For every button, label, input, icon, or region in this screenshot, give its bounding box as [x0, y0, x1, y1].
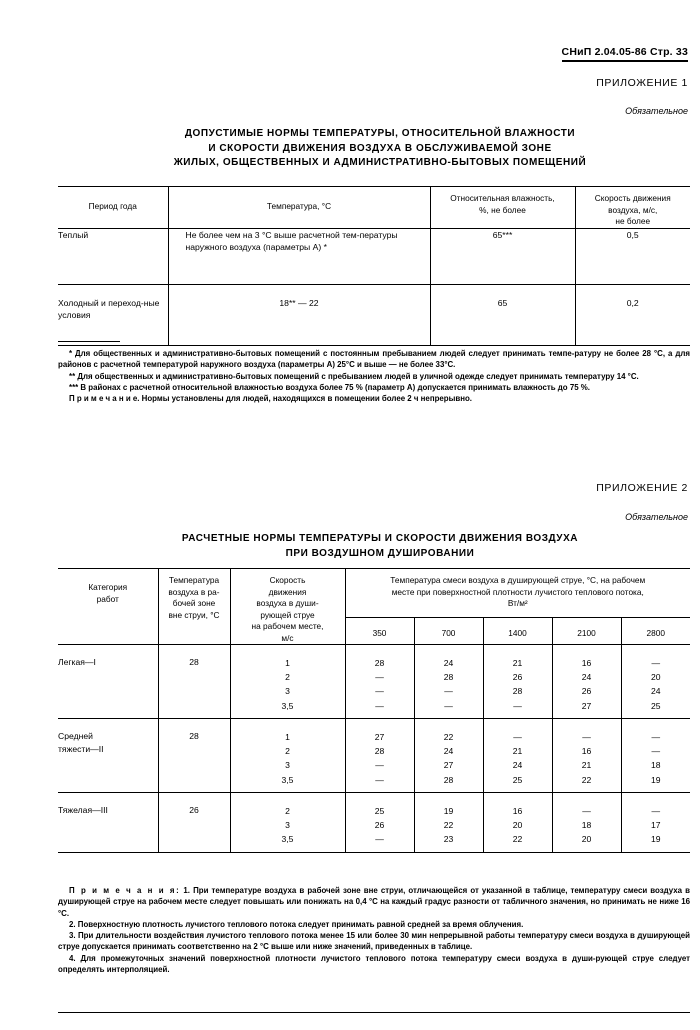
- header-cell-velocity: [575, 187, 690, 229]
- row-1-values-1400: [483, 719, 552, 793]
- row-1-1400-0: —: [513, 732, 522, 742]
- header-span-line-3: Вт/м²: [507, 598, 528, 608]
- row-0-2800-3: 25: [650, 700, 661, 711]
- row-2-350-1: 26: [374, 820, 385, 831]
- row-1-2100-3: 22: [581, 774, 592, 785]
- row-1-values-700: [414, 719, 483, 793]
- header-span-line-2: месте при поверхностной плотности лучистого теплового потока,: [391, 586, 644, 597]
- row-0-2100-0: 16: [581, 658, 592, 668]
- row-0-350-2: —: [375, 686, 384, 697]
- row-0-350-0: 28: [374, 658, 385, 668]
- row-1-1400-1: 21: [512, 746, 523, 757]
- row-2-1400-2: 22: [512, 834, 523, 845]
- row-1-velocity-3: 3,5: [281, 774, 294, 785]
- footnote-general-note: П р и м е ч а н и е. Нормы установлены для людей, находящихся в помещении более 2 ч непрерывно.: [69, 394, 472, 404]
- row-1-velocity-2: 3: [285, 760, 290, 771]
- footnote-asterisk-2: ** Для общественных и административно-бытовых помещений с пребыванием людей в уличной одежде следует принимать температуру 14 °С.: [69, 371, 639, 381]
- footnote-divider-rule: [58, 341, 120, 342]
- row-0-category: [58, 645, 158, 719]
- row-2-2800-1: 17: [650, 820, 661, 831]
- table-row: [58, 284, 690, 345]
- row-2-700-1: 22: [443, 820, 454, 831]
- table-row: [58, 793, 690, 853]
- header-velocity-line-6: м/с: [281, 632, 294, 643]
- header-flux-1400: 1400: [483, 618, 552, 645]
- row-1-700-1: 24: [443, 746, 454, 757]
- row-0-category-line-1: Легкая—I: [58, 657, 96, 667]
- header-velocity-line-2: движения: [268, 586, 307, 597]
- row-0-2100-2: 26: [581, 686, 592, 697]
- row-0-velocity-1: 2: [285, 672, 290, 683]
- row-1-700-0: 22: [443, 732, 454, 742]
- appendix-1-label: ПРИЛОЖЕНИЕ 1: [596, 77, 688, 89]
- row-0-700-0: 24: [443, 658, 454, 668]
- row-0-2800-2: 24: [650, 686, 661, 697]
- row-1-category-line-2: тяжести—II: [58, 743, 104, 754]
- header-velocity-line-2: воздуха, м/с,: [608, 204, 658, 215]
- row-1-2800-0: —: [651, 732, 661, 742]
- row-0-1400-0: 21: [512, 658, 523, 668]
- row-0-zone-temp: 28: [158, 645, 230, 719]
- table-row: [58, 719, 690, 793]
- row-1-velocities: [230, 719, 345, 793]
- row-2-values-1400: [483, 793, 552, 853]
- appendix-2-title-line-1: РАСЧЕТНЫЕ НОРМЫ ТЕМПЕРАТУРЫ И СКОРОСТИ ДВИЖЕНИЯ ВОЗДУХА: [181, 533, 579, 544]
- row-1-velocity: 0,2: [575, 284, 690, 345]
- row-2-velocities: [230, 793, 345, 853]
- row-1-humidity: 65: [430, 284, 575, 345]
- row-0-values-2800: [621, 645, 690, 719]
- header-flux-350: 350: [345, 618, 414, 645]
- row-1-2800-3: 19: [650, 774, 661, 785]
- row-2-350-0: 25: [374, 806, 385, 816]
- row-1-700-2: 27: [443, 760, 454, 771]
- header-velocity-line-4: рующей струе: [260, 609, 315, 620]
- row-2-700-0: 19: [443, 806, 454, 816]
- appendix-2-obligatory-note: Обязательное: [625, 512, 688, 522]
- header-category-line-1: Категория: [88, 582, 128, 592]
- row-1-category-line-1: Средней: [58, 731, 93, 741]
- row-2-1400-1: 20: [512, 820, 523, 831]
- row-1-category: [58, 719, 158, 793]
- row-0-2100-3: 27: [581, 700, 592, 711]
- header-humidity-line-1: Относительная влажность,: [450, 193, 555, 203]
- header-zone-temp-line-2: воздуха в ра-: [168, 586, 220, 597]
- row-2-velocity-1: 3: [285, 820, 290, 831]
- notes-label: П р и м е ч а н и я:: [69, 886, 181, 895]
- row-2-zone-temp: 26: [158, 793, 230, 853]
- row-0-2800-0: —: [651, 658, 661, 668]
- row-1-2100-0: —: [582, 732, 591, 742]
- appendix-2-label: ПРИЛОЖЕНИЕ 2: [596, 482, 688, 494]
- footnote-asterisk-3: *** В районах с расчетной относительной влажностью воздуха более 75 % (параметр А) допускается принимать влажность до 75 %.: [69, 382, 590, 392]
- row-1-velocity-0: 1: [285, 732, 290, 742]
- row-1-1400-3: 25: [512, 774, 523, 785]
- row-2-velocity-0: 2: [285, 806, 290, 816]
- table-row: [58, 645, 690, 719]
- row-0-velocity-2: 3: [285, 686, 290, 697]
- row-2-velocity-2: 3,5: [281, 834, 294, 845]
- row-2-2800-0: —: [651, 806, 661, 816]
- row-1-2800-1: —: [651, 746, 661, 757]
- row-1-period: Холодный и переход-ные условия: [58, 284, 168, 345]
- row-2-2100-0: —: [582, 806, 591, 816]
- row-0-values-350: [345, 645, 414, 719]
- row-0-velocity-0: 1: [285, 658, 290, 668]
- header-velocity-line-5: на рабочем месте,: [251, 621, 324, 631]
- header-zone-temp-line-1: Температура: [168, 575, 220, 585]
- table-header-row-top: [58, 569, 690, 618]
- appendix-1-table: [58, 186, 690, 346]
- header-span-line-1: Температура смеси воздуха в душирующей струе, °С, на рабочем: [390, 575, 646, 585]
- row-0-velocity-3: 3,5: [281, 700, 294, 711]
- row-1-values-2100: [552, 719, 621, 793]
- row-2-values-350: [345, 793, 414, 853]
- row-0-700-1: 28: [443, 672, 454, 683]
- notes-item-2: 2. Поверхностную плотность лучистого теплового потока следует принимать равной средней за время облучения.: [69, 919, 524, 929]
- row-1-temperature: 18** — 22: [168, 284, 430, 345]
- header-velocity-line-3: не более: [615, 216, 651, 226]
- row-0-values-1400: [483, 645, 552, 719]
- header-velocity-line-1: Скорость: [269, 575, 306, 585]
- row-2-2100-1: 18: [581, 820, 592, 831]
- appendix-1-footnotes: [58, 341, 690, 404]
- row-0-2800-1: 20: [650, 672, 661, 683]
- row-0-values-2100: [552, 645, 621, 719]
- appendix-1-title-line-1: ДОПУСТИМЫЕ НОРМЫ ТЕМПЕРАТУРЫ, ОТНОСИТЕЛЬНОЙ ВЛАЖНОСТИ: [184, 128, 576, 139]
- row-2-category: [58, 793, 158, 853]
- row-0-velocities: [230, 645, 345, 719]
- header-humidity-line-2: %, не более: [479, 204, 526, 215]
- row-2-values-2800: [621, 793, 690, 853]
- appendix-2-title: [0, 532, 700, 561]
- row-2-2100-2: 20: [581, 834, 592, 845]
- header-cell-air-velocity: [230, 569, 345, 645]
- row-0-2100-1: 24: [581, 672, 592, 683]
- header-cell-zone-temperature: [158, 569, 230, 645]
- row-1-velocity-1: 2: [285, 746, 290, 757]
- table-header-row: [58, 187, 690, 229]
- row-1-2800-2: 18: [650, 760, 661, 771]
- notes-item-4: 4. Для промежуточных значений поверхностной плотности лучистого теплового потока температуру смеси воздуха в души-рующей струе следует определять интерполяцией.: [58, 953, 690, 975]
- row-2-700-2: 23: [443, 834, 454, 845]
- row-2-category-line-1: Тяжелая—III: [58, 805, 108, 815]
- header-cell-temperature: Температура, °С: [168, 187, 430, 229]
- header-cell-humidity: [430, 187, 575, 229]
- row-0-700-3: —: [444, 700, 453, 711]
- row-1-values-350: [345, 719, 414, 793]
- table-row: [58, 228, 690, 284]
- row-0-350-3: —: [375, 700, 384, 711]
- header-cell-period: Период года: [58, 187, 168, 229]
- row-0-velocity: 0,5: [575, 228, 690, 284]
- row-2-values-700: [414, 793, 483, 853]
- row-2-values-2100: [552, 793, 621, 853]
- header-velocity-line-3: воздуха в души-: [256, 598, 319, 608]
- row-1-2100-2: 21: [581, 760, 592, 771]
- row-2-2800-2: 19: [650, 834, 661, 845]
- header-zone-temp-line-4: вне струи, °С: [168, 609, 220, 620]
- header-category-line-2: работ: [96, 593, 119, 604]
- document-reference-header: СНиП 2.04.05-86 Стр. 33: [562, 46, 688, 62]
- row-0-temperature: Не более чем на 3 °С выше расчетной тем-пературы наружного воздуха (параметры А) *: [168, 228, 430, 284]
- notes-item-3: 3. При длительности воздействия лучистого теплового потока менее 15 или более 30 мин непрерывной работы температуру смеси воздуха в душирующей струе допускается принимать соответственно на 2 °С выше или ниже значений, приведенных в таблице.: [58, 931, 690, 952]
- row-1-700-3: 28: [443, 774, 454, 785]
- header-velocity-line-1: Скорость движения: [594, 193, 671, 203]
- appendix-1-title-line-2: И СКОРОСТИ ДВИЖЕНИЯ ВОЗДУХА В ОБСЛУЖИВАЕМОЙ ЗОНЕ: [208, 142, 552, 154]
- row-0-period: Теплый: [58, 228, 168, 284]
- page-bottom-rule: [58, 1012, 690, 1013]
- row-0-1400-1: 26: [512, 672, 523, 683]
- header-cell-mix-temperature-span: [345, 569, 690, 618]
- footnote-asterisk-1: * Для общественных и административно-бытовых помещений с постоянным пребыванием людей следует принимать темпе-ратуру не более 28 °С, а для районов с расчетной температурой наружного воздуха (параметры А) 25°С и выше — не более 33°С.: [58, 349, 690, 370]
- row-1-350-3: —: [375, 774, 384, 785]
- appendix-1-obligatory-note: Обязательное: [625, 106, 688, 116]
- row-1-zone-temp: 28: [158, 719, 230, 793]
- row-1-350-0: 27: [374, 732, 385, 742]
- appendix-1-title-line-3: ЖИЛЫХ, ОБЩЕСТВЕННЫХ И АДМИНИСТРАТИВНО-БЫТОВЫХ ПОМЕЩЕНИЙ: [173, 157, 587, 168]
- row-1-350-1: 28: [374, 746, 385, 757]
- row-1-350-2: —: [375, 760, 384, 771]
- row-2-1400-0: 16: [512, 806, 523, 816]
- appendix-2-notes: [58, 885, 690, 975]
- header-flux-2100: 2100: [552, 618, 621, 645]
- header-zone-temp-line-3: бочей зоне: [172, 598, 216, 608]
- appendix-2-title-line-2: ПРИ ВОЗДУШНОМ ДУШИРОВАНИИ: [285, 547, 475, 559]
- appendix-1-title: [0, 127, 700, 171]
- row-1-1400-2: 24: [512, 760, 523, 771]
- notes-text-1: 1. При температуре воздуха в рабочей зоне вне струи, отличающейся от указанной в таблице, температуру смеси воздуха в душирующей струе на рабочем месте следует повышать или понижать на 0,4 °С на каждый градус разности от табличного значения, но принимать не ниже 16 °С.: [58, 886, 690, 918]
- notes-item-1: [58, 885, 690, 919]
- appendix-2-table: [58, 568, 690, 853]
- header-cell-category: [58, 569, 158, 645]
- row-0-700-2: —: [444, 686, 453, 697]
- row-0-1400-3: —: [513, 700, 522, 711]
- row-1-values-2800: [621, 719, 690, 793]
- row-0-humidity: 65***: [430, 228, 575, 284]
- row-2-350-2: —: [375, 834, 384, 845]
- row-0-350-1: —: [375, 672, 384, 683]
- row-1-2100-1: 16: [581, 746, 592, 757]
- row-0-values-700: [414, 645, 483, 719]
- header-flux-2800: 2800: [621, 618, 690, 645]
- row-0-1400-2: 28: [512, 686, 523, 697]
- header-flux-700: 700: [414, 618, 483, 645]
